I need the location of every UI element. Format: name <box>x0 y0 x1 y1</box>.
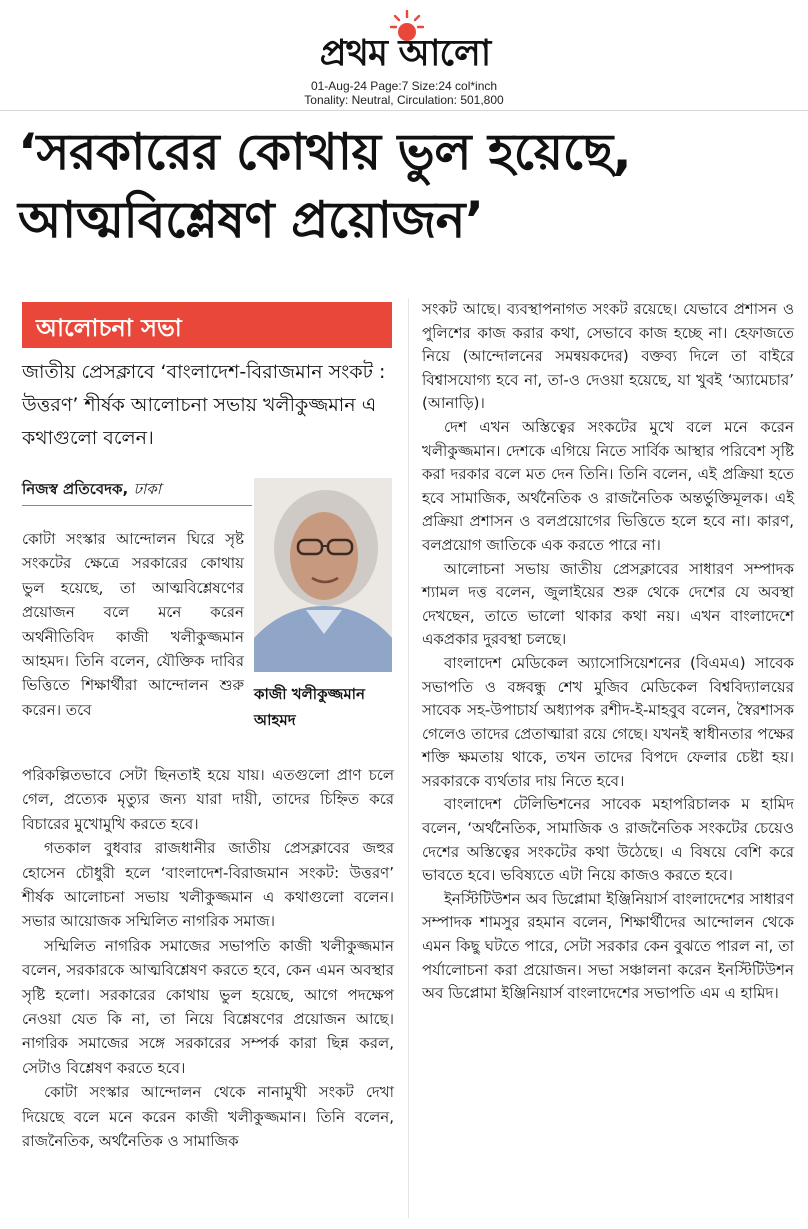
column-divider <box>408 298 409 1218</box>
logo-wordmark: প্রথম আলো <box>319 33 491 74</box>
paragraph: ইনস্টিটিউশন অব ডিপ্লোমা ইঞ্জিনিয়ার্স বাংলাদেশের সাধারণ সম্পাদক শামসুর রহমান বলেন, শিক্ষার্থীদের আন্দোলন থেকে এমন কিছু ঘটতে পারে, সেটা সরকার কেন বুঝতে পারল না, তা পর্যালোচনা করা প্রয়োজন। সভা সঞ্চালনা করেন ইনস্টিটিউশন অব ডিপ্লোমা ইঞ্জিনিয়ার্স বাংলাদেশের সভাপতি এম এ হামিদ। <box>422 889 794 1003</box>
headline-line-2: আত্মবিশ্লেষণ প্রয়োজন’ <box>18 191 484 249</box>
body-column-right <box>422 298 794 1006</box>
paragraph: আলোচনা সভায় জাতীয় প্রেসক্লাবের সাধারণ সম্পাদক শ্যামল দত্ত বলেন, জুলাইয়ের শুরু থেকে দেশের যে অবস্থা দেখছেন, তাতে ভালো থাকার কথা নয়। এখন বাংলাদেশে একপ্রকার দুরবস্থা চলছে। <box>422 559 794 649</box>
article-headline <box>18 118 798 254</box>
paragraph: সংকট আছে। ব্যবস্থাপনাগত সংকট রয়েছে। যেভাবে প্রশাসন ও পুলিশের কাজ করার কথা, সেভাবে কাজ হচ্ছে না। হেফাজতে নিয়ে (আন্দোলনের সমন্বয়কদের) বক্তব্য দিলে তা বাইরে বিশ্বাসযোগ্য হবে না, তা-ও দেওয়া হয়েছে, যা খুবই ‘অ্যামেচার’ (আনাড়ি)। <box>422 300 794 413</box>
paragraph: সম্মিলিত নাগরিক সমাজের সভাপতি কাজী খলীকুজ্জমান বলেন, সরকারকে আত্মবিশ্লেষণ করতে হবে, কেন এমন অবস্থার সৃষ্টি হলো। সরকারের কোথায় ভুল হয়েছে, আগে পদক্ষেপ নেওয়া যেত কি না, তা নিয়ে বিশ্লেষণের প্রয়োজন আছে। নাগরিক সমাজের সঙ্গে সরকারের সম্পর্ক কারা ছিন্ন করল, সেটাও বিশ্লেষণ করতে হবে। <box>22 936 394 1077</box>
byline <box>22 478 252 506</box>
masthead <box>0 0 808 108</box>
paragraph: কোটা সংস্কার আন্দোলন থেকে নানামুখী সংকট দেখা দিয়েছে বলে মনে করেন কাজী খলীকুজ্জমান। তিনি বলেন, রাজনৈতিক, অর্থনৈতিক ও সামাজিক <box>22 1083 394 1151</box>
byline-city: ঢাকা <box>133 480 162 498</box>
paragraph: পরিকল্পিতভাবে সেটা ছিনতাই হয়ে যায়। এতগুলো প্রাণ চলে গেল, প্রত্যেক মৃত্যুর জন্য যারা দায়ী, তাদের চিহ্নিত করে বিচারের মুখোমুখি করতে হবে। <box>22 766 394 833</box>
clipping-info: 01-Aug-24 Page:7 Size:24 col*inch <box>310 79 498 93</box>
paragraph: বাংলাদেশ মেডিকেল অ্যাসোসিয়েশনের (বিএমএ) সাবেক সভাপতি ও বঙ্গবন্ধু শেখ মুজিব মেডিকেল বিশ্ববিদ্যালয়ের সাবেক সহ-উপাচার্য অধ্যাপক রশীদ-ই-মাহবুব বলেন, স্বৈরশাসক গেলেও তাদের প্রেতাত্মারা রয়ে গেছে। যখনই স্বাধীনতার পক্ষের শক্তি ক্ষমতায় থাকে, তখন তাদের বিপদে ফেলার চেষ্টা হয়। সরকারকে ব্যর্থতার দায় নিতে হবে। <box>422 653 794 790</box>
article-intro: জাতীয় প্রেসক্লাবে ‘বাংলাদেশ-বিরাজমান সংকট : উত্তরণ’ শীর্ষক আলোচনা সভায় খলীকুজ্জমান এ কথাগুলো বলেন। <box>22 361 386 449</box>
headline-line-1: ‘সরকারের কোথায় ভুল হয়েছে, <box>18 123 632 181</box>
kicker-label: আলোচনা সভা <box>36 314 182 342</box>
paragraph: বাংলাদেশ টেলিভিশনের সাবেক মহাপরিচালক ম হামিদ বলেন, ‘অর্থনৈতিক, সামাজিক ও রাজনৈতিক সংকটের চেয়েও দেশের অস্তিত্বের সংকটের কথা উঠেছে। এ বিষয়ে বেশি করে ভাবতে হবে। ভবিষ্যতে এটা নিয়ে কাজও করতে হবে। <box>422 795 794 885</box>
body-column-left <box>22 763 394 1154</box>
header-divider <box>0 110 808 111</box>
newspaper-logo <box>260 8 550 74</box>
section-kicker <box>22 302 392 348</box>
paragraph: দেশ এখন অস্তিত্বের সংকটের মুখে বলে মনে করেন খলীকুজ্জমান। দেশকে এগিয়ে নিতে সার্বিক আস্থার পরিবেশ সৃষ্টি করা দরকার বলে মত দেন তিনি। তিনি বলেন, এই প্রক্রিয়া হতে হবে সামাজিক, অর্থনৈতিক ও রাজনৈতিক অন্তর্ভুক্তিমূলক। এই প্রক্রিয়া প্রশাসন ও বলপ্রয়োগের ভিত্তিতে হলে হবে না। কারণ, বলপ্রয়োগ জাতিকে এক করতে পারে না। <box>422 417 794 554</box>
paragraph: কোটা সংস্কার আন্দোলন ঘিরে সৃষ্ট সংকটের ক্ষেত্রে সরকারের কোথায় ভুল হয়েছে, তা আত্মবিশ্লেষণের প্রয়োজন বলে মনে করেন অর্থনীতিবিদ কাজী খলীকুজ্জমান আহমদ। তিনি বলেন, যৌক্তিক দাবির ভিত্তিতে শিক্ষার্থীরা আন্দোলন শুরু করেন। তবে <box>22 530 244 719</box>
portrait-photo <box>254 478 392 672</box>
byline-author: নিজস্ব প্রতিবেদক, <box>22 480 129 498</box>
body-column-narrow <box>22 527 244 722</box>
tonality-circulation: Tonality: Neutral, Circulation: 501,800 <box>304 93 504 107</box>
portrait-illustration <box>254 478 392 672</box>
photo-caption: কাজী খলীকুজ্জমান আহমদ <box>254 685 365 729</box>
paragraph: গতকাল বুধবার রাজধানীর জাতীয় প্রেসক্লাবের জহুর হোসেন চৌধুরী হলে ‘বাংলাদেশ-বিরাজমান সংকট: উত্তরণ’ শীর্ষক আলোচনা সভায় খলীকুজ্জমান এ কথাগুলো বলেন। সভার আয়োজক সম্মিলিত নাগরিক সমাজ। <box>22 839 394 931</box>
